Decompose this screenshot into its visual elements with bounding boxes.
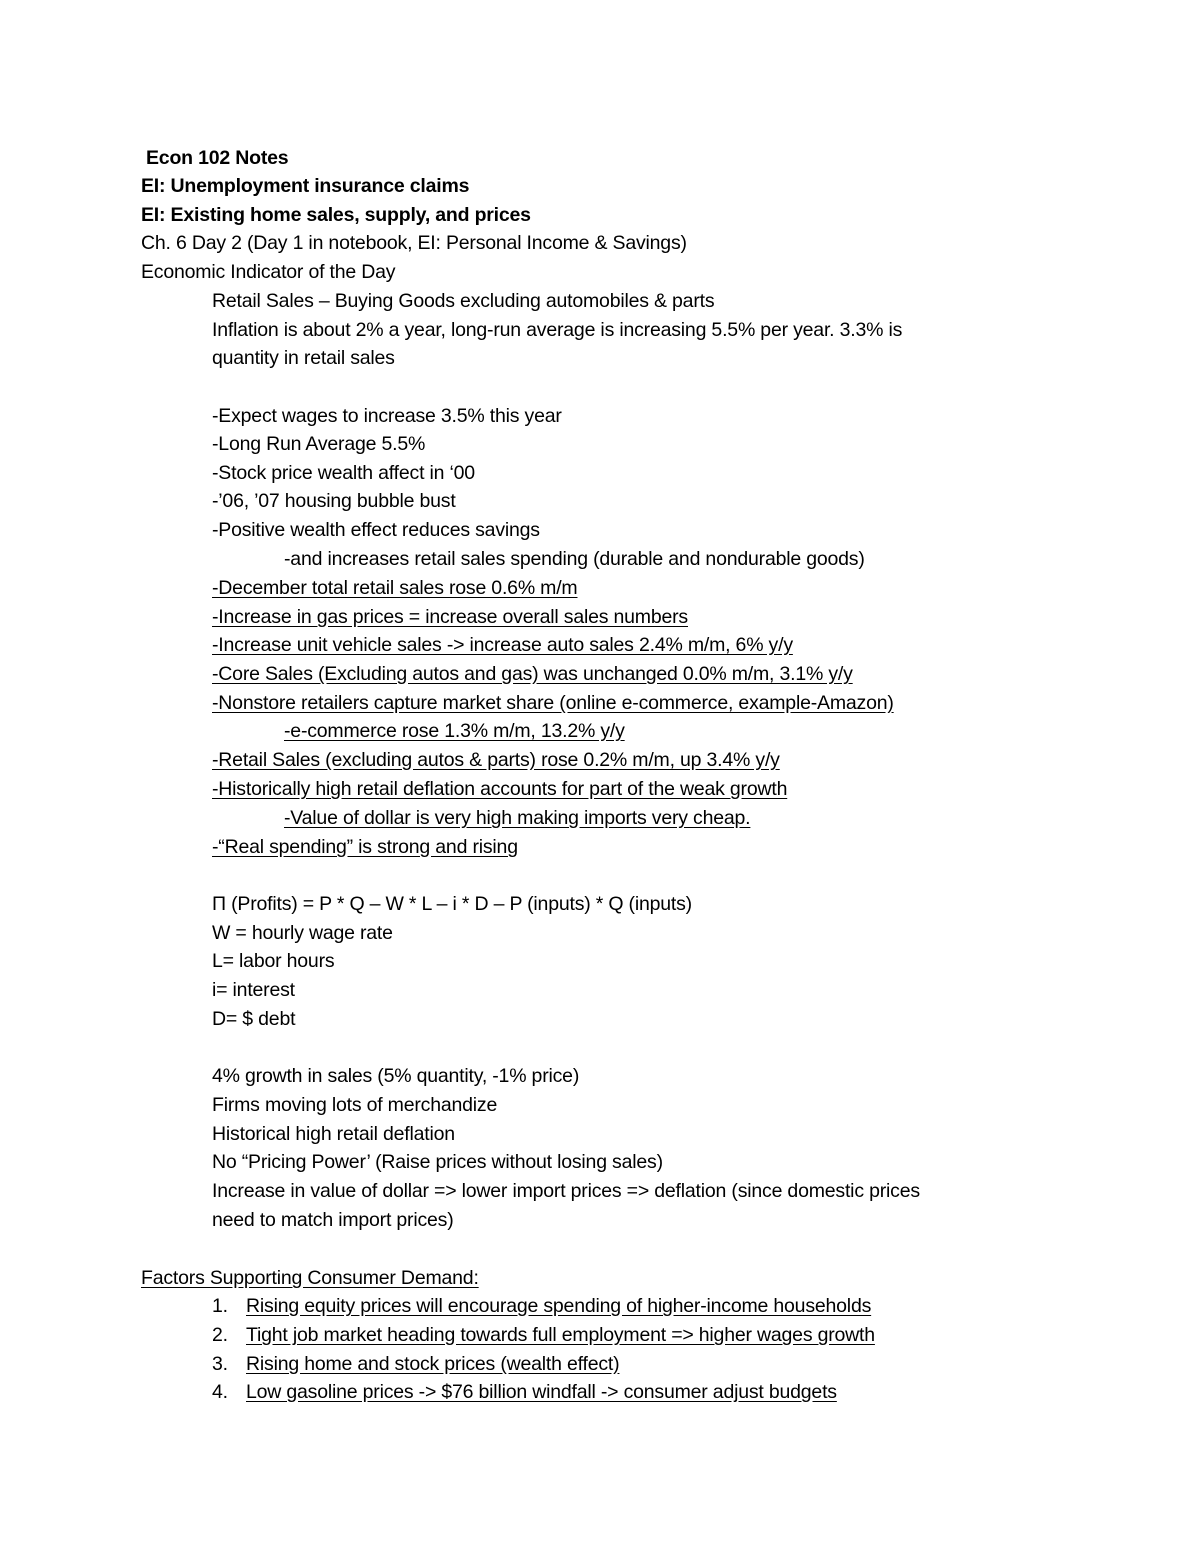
bullet-line: -Positive wealth effect reduces savings: [212, 519, 540, 541]
formula-definition: D= $ debt: [212, 1008, 296, 1030]
factor-text: Tight job market heading towards full employment => higher wages growth: [246, 1324, 875, 1346]
factor-item: [212, 1350, 619, 1378]
formula-definition: i= interest: [212, 979, 295, 1001]
factor-text: Rising home and stock prices (wealth effect): [246, 1353, 620, 1375]
underlined-bullet: -Nonstore retailers capture market share (online e-commerce, example-Amazon): [212, 692, 894, 714]
factor-text: Low gasoline prices -> $76 billion windfall -> consumer adjust budgets: [246, 1381, 837, 1403]
retail-line: Retail Sales – Buying Goods excluding automobiles & parts: [212, 290, 715, 312]
profit-formula: Π (Profits) = P * Q – W * L – i * D – P (inputs) * Q (inputs): [212, 893, 692, 915]
growth-line: Firms moving lots of merchandize: [212, 1094, 498, 1116]
underlined-sub-bullet: -e-commerce rose 1.3% m/m, 13.2% y/y: [284, 720, 625, 742]
underlined-bullet: -Core Sales (Excluding autos and gas) was unchanged 0.0% m/m, 3.1% y/y: [212, 663, 853, 685]
factor-number: 2.: [212, 1324, 228, 1346]
ei-line: EI: Unemployment insurance claims: [141, 175, 470, 197]
factor-number: 1.: [212, 1295, 228, 1317]
factor-text: Rising equity prices will encourage spending of higher-income households: [246, 1295, 872, 1317]
underlined-bullet: -Increase in gas prices = increase overall sales numbers: [212, 606, 688, 628]
factor-number: 4.: [212, 1381, 228, 1403]
factor-item: [212, 1292, 871, 1320]
bullet-line: -Expect wages to increase 3.5% this year: [212, 405, 562, 427]
underlined-bullet: -Historically high retail deflation accounts for part of the weak growth: [212, 778, 788, 800]
ei-line: EI: Existing home sales, supply, and prices: [141, 204, 531, 226]
underlined-bullet: -“Real spending” is strong and rising: [212, 836, 518, 858]
underlined-bullet: -Increase unit vehicle sales -> increase auto sales 2.4% m/m, 6% y/y: [212, 634, 793, 656]
bullet-line: -’06, ’07 housing bubble bust: [212, 490, 456, 512]
retail-line: quantity in retail sales: [212, 347, 395, 369]
sub-bullet-line: -and increases retail sales spending (durable and nondurable goods): [284, 548, 865, 570]
bullet-line: -Long Run Average 5.5%: [212, 433, 426, 455]
notes-title: Econ 102 Notes: [146, 147, 289, 169]
growth-line: 4% growth in sales (5% quantity, -1% price): [212, 1065, 580, 1087]
factor-item: [212, 1321, 875, 1349]
underlined-bullet: -Retail Sales (excluding autos & parts) rose 0.2% m/m, up 3.4% y/y: [212, 749, 780, 771]
growth-line: Historical high retail deflation: [212, 1123, 455, 1145]
formula-definition: L= labor hours: [212, 950, 335, 972]
growth-line: need to match import prices): [212, 1209, 454, 1231]
bullet-line: -Stock price wealth affect in ‘00: [212, 462, 475, 484]
factor-number: 3.: [212, 1353, 228, 1375]
chapter-line: Ch. 6 Day 2 (Day 1 in notebook, EI: Personal Income & Savings): [141, 232, 687, 254]
growth-line: No “Pricing Power’ (Raise prices without losing sales): [212, 1151, 663, 1173]
underlined-bullet: -December total retail sales rose 0.6% m/m: [212, 577, 578, 599]
underlined-sub-bullet: -Value of dollar is very high making imports very cheap.: [284, 807, 751, 829]
formula-definition: W = hourly wage rate: [212, 922, 393, 944]
indicator-heading: Economic Indicator of the Day: [141, 261, 396, 283]
factors-heading: Factors Supporting Consumer Demand:: [141, 1267, 479, 1289]
retail-line: Inflation is about 2% a year, long-run average is increasing 5.5% per year. 3.3% is: [212, 319, 903, 341]
factor-item: [212, 1378, 837, 1406]
growth-line: Increase in value of dollar => lower import prices => deflation (since domestic prices: [212, 1180, 920, 1202]
